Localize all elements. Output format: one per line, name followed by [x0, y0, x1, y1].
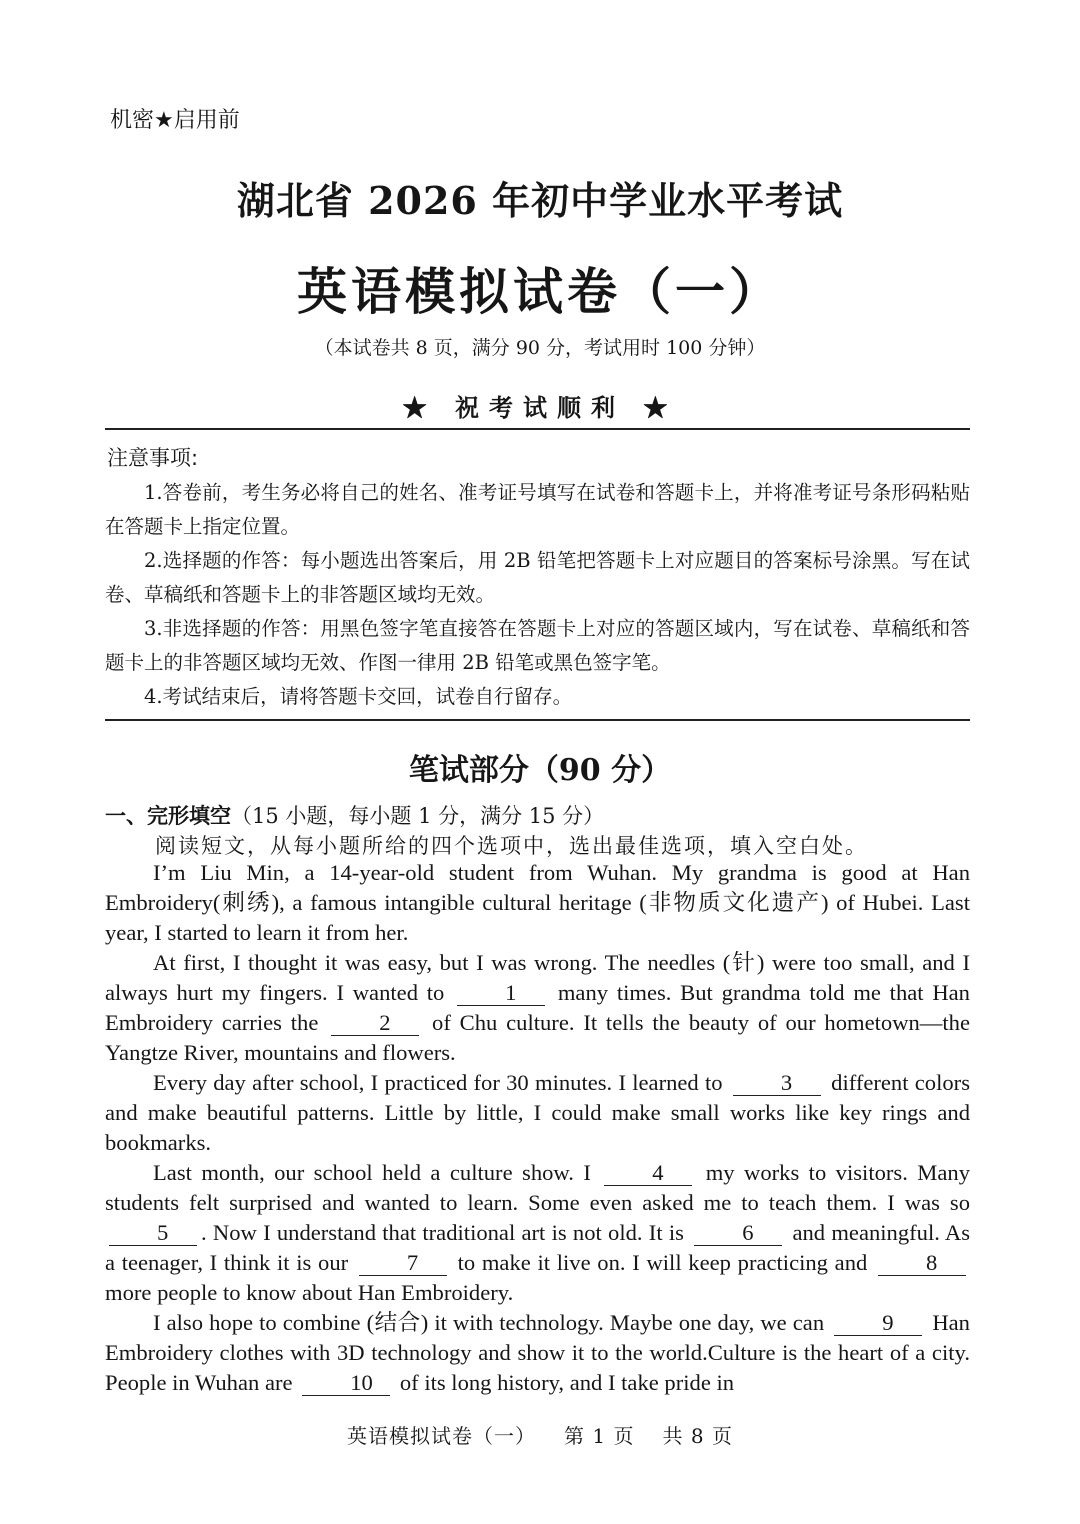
footer-exam-name: 英语模拟试卷（一） [347, 1424, 537, 1448]
exam-info: （本试卷共 8 页，满分 90 分，考试用时 100 分钟） [314, 337, 766, 359]
text: I also hope to combine (结合) it with technology. Maybe one day, we can [153, 1310, 825, 1335]
blank-2: 2 [331, 1011, 419, 1036]
text: of Chu culture. It tells the beauty of our hometown—the Yangtze River, mountains and flowers. [105, 1010, 971, 1065]
paper-title: 英语模拟试卷（一） [297, 262, 783, 321]
page-footer [0, 1420, 1080, 1449]
blank-10: 10 [302, 1371, 390, 1396]
text: many times. But grandma told me that Han Embroidery carries the [105, 980, 970, 1035]
text: my works to visitors. Many students felt surprised and wanted to learn. Some even asked me to teach them. I was so [105, 1160, 970, 1215]
blank-5: 5 [109, 1221, 197, 1246]
notice-list [105, 476, 970, 714]
exam-title: 湖北省 2026 年初中学业水平考试 [236, 178, 844, 223]
text: and meaningful. As a teenager, I think it is our [105, 1220, 971, 1275]
part-name: 一、完形填空 [105, 804, 231, 828]
blank-4: 4 [604, 1161, 692, 1186]
confidential-mark: 机密★启用前 [110, 108, 240, 133]
paragraph [105, 1158, 970, 1308]
part-heading [105, 800, 604, 830]
divider-top [105, 428, 970, 430]
blank-1: 1 [457, 981, 545, 1006]
blank-8: 8 [878, 1251, 966, 1276]
paragraph [105, 1308, 970, 1398]
notice-item: 3.非选择题的作答：用黑色签字笔直接答在答题卡上对应的答题区域内，写在试卷、草稿纸和答题卡上的非答题区域均无效、作图一律用 2B 铅笔或黑色签字笔。 [105, 617, 970, 674]
paragraph [105, 948, 970, 1068]
text: to make it live on. I will keep practicing and [457, 1250, 868, 1275]
text: Han Embroidery clothes with 3D technology and show it to the world.Culture is the heart of a city. People in Wuhan are [105, 1310, 970, 1395]
text: different colors and make beautiful patterns. Little by little, I could make small works like key rings and bookmarks. [105, 1070, 970, 1155]
part-score: （15 小题，每小题 1 分，满分 15 分） [231, 804, 605, 828]
paragraph [105, 1068, 970, 1158]
blank-3: 3 [733, 1071, 821, 1096]
footer-total-pages: 共 8 页 [662, 1424, 733, 1448]
blank-7: 7 [359, 1251, 447, 1276]
notice-item: 4.考试结束后，请将答题卡交回，试卷自行留存。 [144, 685, 573, 708]
footer-page-number: 第 1 页 [564, 1424, 635, 1448]
paragraph: I’m Liu Min, a 14-year-old student from Wuhan. My grandma is good at Han Embroidery(刺绣), a famous intangible cultural heritage (非物质文化遗产) of Hubei. Last year, I started to learn it from her. [105, 860, 970, 945]
text: At first, I thought it was easy, but I was wrong. The needles (针) were too small, and I always hurt my fingers. I wanted to [105, 950, 970, 1005]
instruction: 阅读短文，从每小题所给的四个选项中，选出最佳选项，填入空白处。 [155, 834, 868, 858]
notice-heading: 注意事项: [107, 446, 199, 470]
text: . Now I understand that traditional art is not old. It is [201, 1220, 684, 1245]
blank-6: 6 [694, 1221, 782, 1246]
text: Last month, our school held a culture show. I [153, 1160, 591, 1185]
notice-item: 2.选择题的作答：每小题选出答案后，用 2B 铅笔把答题卡上对应题目的答案标号涂黑。写在试卷、草稿纸和答题卡上的非答题区域均无效。 [105, 549, 970, 606]
divider-bottom [105, 719, 970, 721]
section-title: 笔试部分（90 分） [408, 753, 672, 788]
blank-9: 9 [834, 1311, 922, 1336]
good-luck-line: ★ 祝考试顺利 ★ [402, 393, 678, 422]
text: more people to know about Han Embroidery. [105, 1280, 514, 1305]
notice-item: 1.答卷前，考生务必将自己的姓名、准考证号填写在试卷和答题卡上，并将准考证号条形码粘贴在答题卡上指定位置。 [105, 481, 970, 538]
text: of its long history, and I take pride in [399, 1370, 735, 1395]
text: Every day after school, I practiced for 30 minutes. I learned to [153, 1070, 723, 1095]
cloze-passage [105, 858, 970, 1398]
